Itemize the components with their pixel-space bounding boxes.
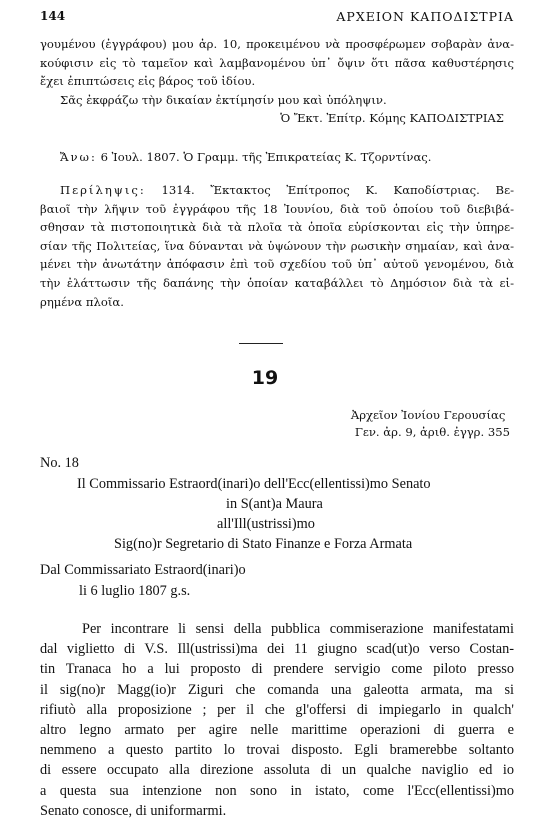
address-line: in S(ant)a Maura	[226, 496, 323, 512]
text-line: a questa sua intenzione non sono in istato, come l'Ecc(ellentissi)mo	[40, 782, 514, 799]
text-line: βαιοῖ τὴν λῆψιν τοῦ ἐγγράφου τῆς 18 Ἰουνίου, διὰ τοῦ ὁποίου τοῦ διεβιβά-	[40, 201, 514, 216]
text-line: ρημένα πλοῖα.	[40, 294, 124, 309]
greek-letter-ending	[40, 35, 514, 128]
letter-body	[40, 619, 514, 821]
text-line: σίαν τῆς Πολιτείας, ἵνα δύνανται νὰ ὑψώνουν τὴν ρωσικὴν σημαίαν, καὶ ἀνα-	[40, 238, 514, 253]
source-line: Ἀρχεῖον Ἰονίου Γερουσίας	[350, 408, 506, 422]
source-line: Γεν. ἀρ. 9, ἀριθ. ἐγγρ. 355	[354, 425, 510, 439]
text-line: Senato conosce, di uniformarmi.	[40, 802, 227, 819]
running-title: ΑΡΧΕΙΟΝ ΚΑΠΟΔΙΣΤΡΙΑ	[336, 9, 514, 24]
section-divider	[239, 343, 283, 344]
address-line: Sig(no)r Segretario di Stato Finanze e Forza Armata	[114, 536, 413, 552]
text-line: rifiutò alla proposizione ; per il che gl'offersi di impiegarlo in qualch'	[40, 701, 514, 718]
address-line: Il Commissario Estraord(inari)o dell'Ecc(ellentissi)mo Senato	[77, 476, 431, 492]
signature: Ὁ Ἔκτ. Ἐπίτρ. Κόμης ΚΑΠΟΔΙΣΤΡΙΑΣ	[280, 111, 504, 126]
ano-text: 6 Ἰουλ. 1807. Ὁ Γραμμ. τῆς Ἐπικρατείας Κ. Τζορντίνας.	[96, 150, 432, 164]
perilipsis-label: Περίληψις:	[60, 183, 146, 197]
letter-number: No. 18	[40, 455, 79, 471]
ano-note	[40, 148, 514, 167]
document-number: 19	[251, 367, 279, 389]
text-line: nemmeno a questo partito lo trovai disposto. Egli bramerebbe soltanto	[40, 742, 514, 759]
closing-line: Σᾶς ἐκφράζω τὴν δικαίαν ἐκτίμησίν μου καὶ ὑπόληψιν.	[60, 92, 387, 107]
letter-date: li 6 luglio 1807 g.s.	[79, 583, 191, 599]
text-line: di essere occupato alla direzione assoluta di un qualche naviglio ed io	[40, 762, 514, 779]
page-number: 144	[40, 9, 66, 23]
text-line: il sig(no)r Magg(io)r Ziguri che comanda una galeotta armata, ma si	[40, 681, 514, 698]
text-line: ἔχει ἐπιπτώσεις εἰς βάρος τοῦ ἰδίου.	[40, 74, 256, 89]
text-line: 1314. Ἔκτακτος Ἐπίτροπος Κ. Καποδίστριας. Βε-	[145, 183, 514, 197]
text-line: altro legno armato per agire nelle marittime operazioni di guerra e	[40, 721, 514, 738]
running-header	[40, 9, 514, 27]
text-line: κούφισιν εἰς τὸ ταμεῖον καὶ λαμβανομένου ὑπ᾽ ὄψιν ὅτι πᾶσα καθυστέρησις	[40, 55, 514, 70]
ano-label: Ἄνω:	[60, 150, 97, 164]
text-line: σθησαν τὰ πιστοποιητικὰ διὰ τὰ πλοῖα τὰ ὁποῖα εὑρίσκονται εἰς τὴν ὑπηρε-	[40, 220, 514, 235]
text-line: γουμένου (ἐγγράφου) μου ἀρ. 10, προκειμένου νὰ προσφέρωμεν σοβαρὰν ἀνα-	[40, 37, 514, 51]
sender-place: Dal Commissariato Estraord(inari)o	[40, 562, 246, 578]
text-line: μένει τὴν ἀνωτάτην ἀπόφασιν ἐπὶ τοῦ σχεδίου τοῦ ὑπ᾽ αὐτοῦ γενομένου, διὰ	[40, 257, 514, 272]
address-line: all'Ill(ustrissi)mo	[217, 516, 315, 532]
text-line: Per incontrare li sensi della pubblica commiserazione manifestatami	[82, 621, 514, 637]
archive-source	[351, 407, 510, 441]
text-line: tin Tranaca ho a lui proposto di prendere servigio come piloto presso	[40, 661, 514, 678]
text-line: dal viglietto di V.S. Ill(ustrissi)ma dei 11 giugno scad(ut)o verso Costan-	[40, 641, 514, 658]
perilipsis-summary	[40, 181, 514, 311]
text-line: τὴν ἐλάττωσιν τῆς δαπάνης τὴν ὁποίαν καταβάλλει τὸ Δημόσιον διὰ τὰ εἰ-	[40, 275, 514, 290]
